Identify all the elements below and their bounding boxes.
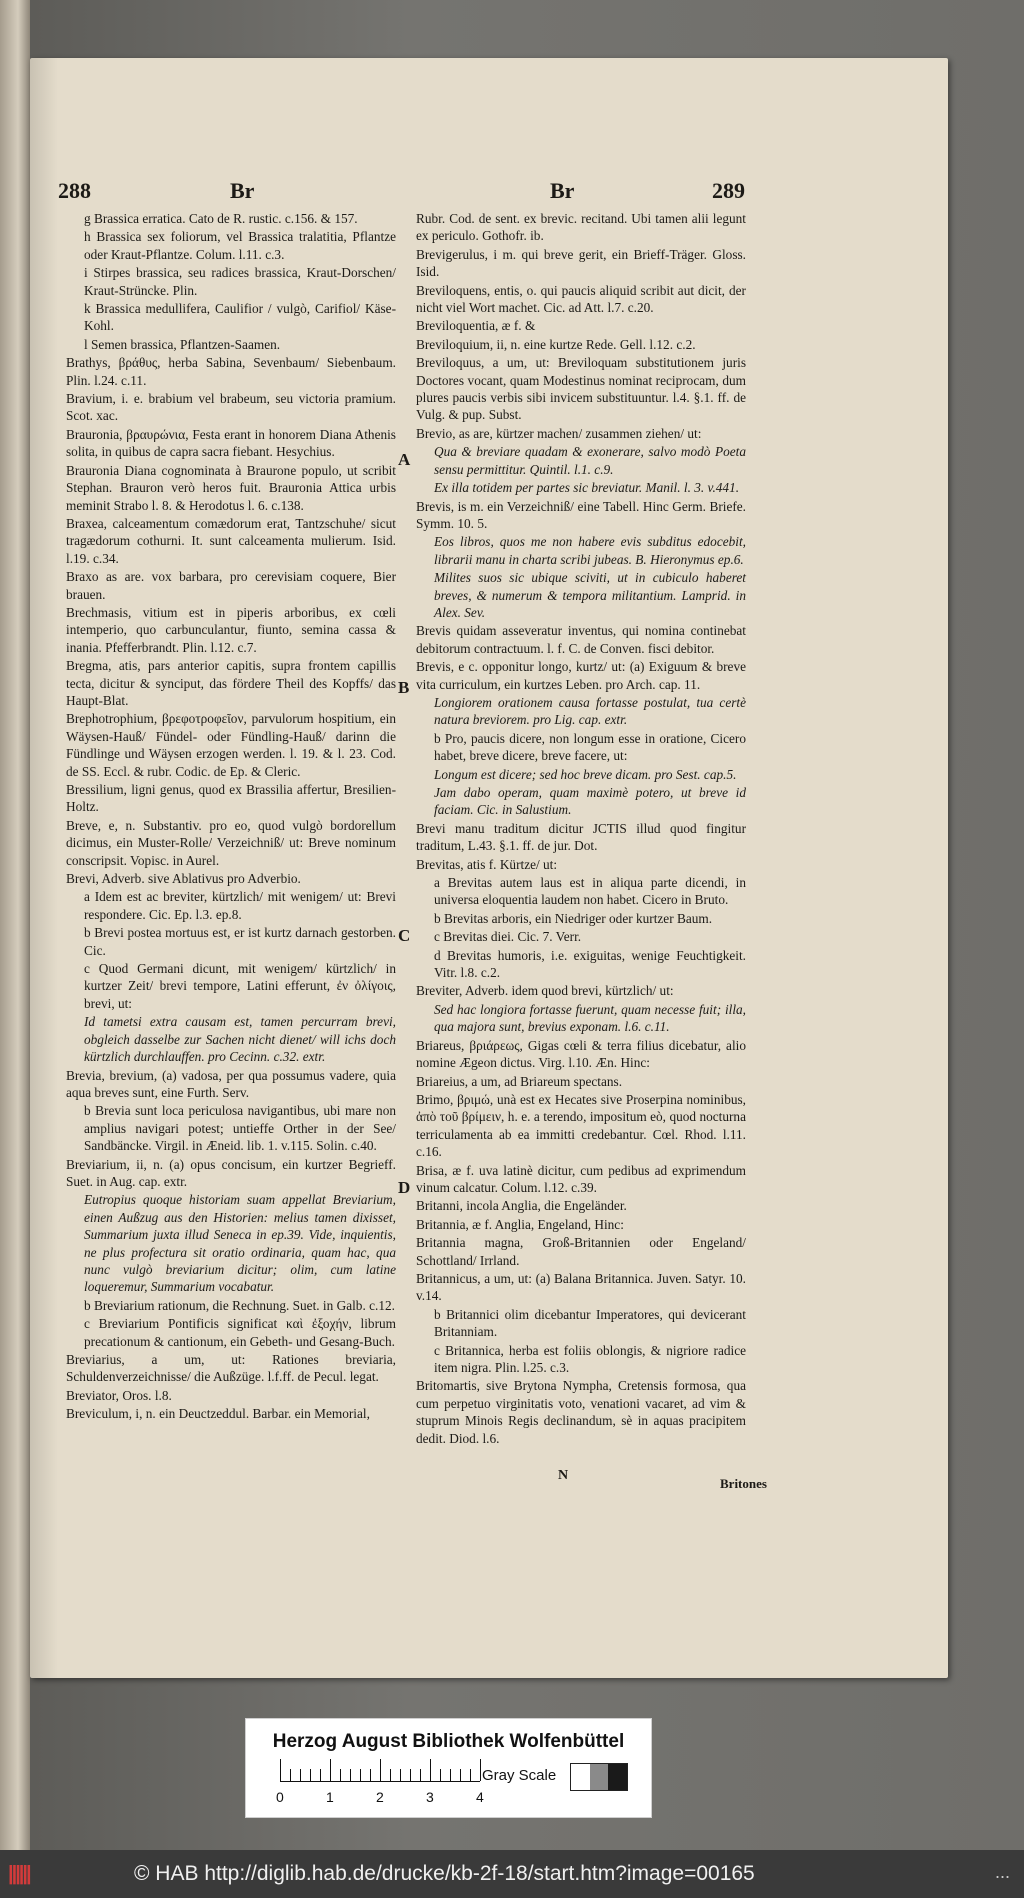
- dictionary-entry: Breviarius, a um, ut: Rationes breviaria, Schuldenverzeichnisse/ die Außzüge. l.f.ff. de Pecul. legat.: [66, 1352, 396, 1385]
- dictionary-entry: b Brevia sunt loca periculosa navigantibus, ubi mare non amplius navigari potest; untieffe Orther in der See/ Sandbäncke. Virgil. in Æneid. lib. 1. v.115. Solin. c.40.: [84, 1103, 396, 1154]
- section-marker: B: [398, 678, 410, 697]
- ruler-tick: [350, 1769, 351, 1781]
- ruler-tick: [340, 1769, 341, 1781]
- dictionary-entry: c Quod Germani dicunt, mit wenigem/ kürtzlich/ in kurtzer Zeit/ brevi tempore, Latini efferunt, ἐν ὀλίγοις, brevi, ut:: [84, 961, 396, 1011]
- dictionary-entry: Briareus, βριάρεως, Gigas cœli & terra filius dicebatur, alio nomine Ægeon dictus. Virg. l.10. Æn. Hinc:: [416, 1037, 746, 1071]
- library-name: Herzog August Bibliothek Wolfenbüttel: [272, 1731, 625, 1752]
- dictionary-entry: Breviter, Adverb. idem quod brevi, kürtzlich/ ut:: [416, 983, 674, 999]
- viewer-footer: [0, 1850, 1024, 1898]
- dictionary-entry: c Britannica, herba est foliis oblongis, & nigriore radice item nigra. Plin. l.25. c.3.: [434, 1342, 746, 1375]
- dictionary-entry: b Breviarium rationum, die Rechnung. Suet. in Galb. c.12.: [84, 1297, 395, 1313]
- dictionary-entry: Sed hac longiora fortasse fuerunt, quam necesse fuit; illa, qua majora sunt, brevius exponam. l.6. c.11.: [434, 1001, 746, 1035]
- ruler-tick: [320, 1769, 321, 1781]
- ruler-number: 0: [276, 1789, 284, 1805]
- ruler-baseline: [280, 1781, 480, 1782]
- dictionary-entry: Breviculum, i, n. ein Deuctzeddul. Barbar. ein Memorial,: [66, 1406, 370, 1422]
- dictionary-entry: a Idem est ac breviter, kürtzlich/ mit wenigem/ ut: Brevi respondere. Cic. Ep. l.3. ep.8.: [84, 889, 396, 922]
- dictionary-entry: Brephotrophium, βρεφοτροφεῖον, parvulorum hospitium, ein Wäysen-Hauß/ Fündel- oder Fündling-Hauß/ darinn die Fündlinge und Wäysen erzogen werden. l. 19. & l. 23. Cod. de SS. Eccl. & rubr. Codic. de Ep. & Cleric.: [66, 711, 396, 779]
- swatch-gray: [590, 1764, 609, 1790]
- dictionary-entry: Brevis quidam asseveratur inventus, qui nomina continebat debitorum contractuum. l. f. C. de Conven. fisci debitor.: [416, 623, 746, 656]
- ruler-tick: [330, 1759, 331, 1781]
- ruler-tick: [300, 1769, 301, 1781]
- dictionary-entry: Brevigerulus, i m. qui breve gerit, ein Brieff-Träger. Gloss. Isid.: [416, 246, 746, 280]
- ruler-tick: [360, 1769, 361, 1781]
- dictionary-entry: Rubr. Cod. de sent. ex brevic. recitand. Ubi tamen alii legunt ex periculo. Gothofr. ib.: [416, 211, 746, 244]
- dictionary-entry: Brevi, Adverb. sive Ablativus pro Adverbio.: [66, 871, 301, 887]
- dictionary-entry: Brathys, βράθυς, herba Sabina, Sevenbaum/ Siebenbaum. Plin. l.24. c.11.: [66, 355, 396, 388]
- left-page-number: 288: [58, 178, 91, 203]
- ruler-number: 2: [376, 1789, 384, 1805]
- dictionary-entry: c Breviarium Pontificis significat καὶ ἐξοχήν, librum precationum & cantionum, ein Gebeth- und Gesang-Buch.: [84, 1316, 396, 1349]
- dictionary-entry: Britomartis, sive Brytona Nympha, Cretensis formosa, qua cum perpetuo virginitatis voto, venationi vacaret, ad vim & stuprum Minois Regis declinandum, sè in aquas pracipitem dedit. Diod. l.6.: [416, 1378, 746, 1446]
- ruler-number: 4: [476, 1789, 484, 1805]
- dictionary-entry: Britannia, æ f. Anglia, Engeland, Hinc:: [416, 1216, 624, 1232]
- copyright-url[interactable]: © HAB http://diglib.hab.de/drucke/kb-2f-18/start.htm?image=00165: [134, 1862, 755, 1885]
- ruler-tick: [290, 1769, 291, 1781]
- dictionary-entry: Milites suos sic ubique sciviti, ut in cubiculo haberet breves, & numerum & tempora militantium. Lamprid. in Alex. Sev.: [434, 570, 746, 620]
- ruler-tick: [450, 1769, 451, 1781]
- dictionary-entry: b Brevitas arboris, ein Niedriger oder kurtzer Baum.: [434, 910, 713, 926]
- dictionary-entry: Britanni, incola Anglia, die Engeländer.: [416, 1198, 627, 1214]
- dictionary-entry: Breviloquium, ii, n. eine kurtze Rede. Gell. l.12. c.2.: [416, 336, 696, 352]
- ruler-tick: [470, 1769, 471, 1781]
- dictionary-entry: Breve, e, n. Substantiv. pro eo, quod vulgò bordorellum dicimus, ein Muster-Rolle/ Verzeichniß/ ut: Breve nominum conscripsit. Vopisc. in Aurel.: [66, 817, 396, 868]
- dictionary-entry: a Brevitas autem laus est in aliqua parte dicendi, in universa eloquentia laudem non habet. Cicero in Bruto.: [434, 875, 746, 908]
- gray-scale-label: Gray Scale: [482, 1767, 557, 1784]
- ruler-tick: [460, 1769, 461, 1781]
- dictionary-entry: l Semen brassica, Pflantzen-Saamen.: [84, 336, 281, 352]
- dictionary-entry: Britannicus, a um, ut: (a) Balana Britannica. Juven. Satyr. 10. v.14.: [416, 1270, 746, 1304]
- ruler-tick: [440, 1769, 441, 1781]
- ruler-tick: [410, 1769, 411, 1781]
- left-column: [66, 210, 396, 1424]
- section-marker: D: [398, 1178, 411, 1197]
- ruler-number: 3: [426, 1789, 434, 1805]
- dictionary-entry: h Brassica sex foliorum, vel Brassica tralatitia, Pflantze oder Kraut-Pflantze. Colum. l.11. c.3.: [84, 229, 396, 262]
- ruler-tick: [430, 1759, 431, 1781]
- dictionary-entry: Brechmasis, vitium est in piperis arboribus, ex cœli intemperio, quo carbunculantur, fiunto, semina cassa & inania. Pfefferbrandt. Plin. l.12. c.7.: [66, 604, 396, 655]
- dictionary-entry: Brauronia Diana cognominata à Braurone populo, ut scribit Stephan. Brauron verò heros fuit. Brauronia Attica urbis meminit Strabo l. 8. & Herodotus l. 6. c.138.: [66, 462, 396, 513]
- dictionary-entry: Bregma, atis, pars anterior capitis, supra frontem capillis tecta, dicitur & synciput, das fördere Theil des Kopffs/ das Haupt-Blat.: [66, 658, 396, 708]
- dictionary-entry: Brevia, brevium, (a) vadosa, per qua possumus vadere, quia aqua breves sunt, eine Furth. Serv.: [66, 1067, 396, 1100]
- left-running-head: Br: [230, 178, 255, 203]
- dictionary-entry: Britannia magna, Groß-Britannien oder Engeland/ Schottland/ Irrland.: [416, 1235, 746, 1268]
- dictionary-entry: Brevio, as are, kürtzer machen/ zusammen ziehen/ ut:: [416, 425, 702, 441]
- dictionary-entry: Qua & breviare quadam & exonerare, salvo modò Poeta sensu permittitur. Quintil. l.1. c.9.: [434, 444, 746, 477]
- dictionary-entry: Braxo as are. vox barbara, pro cerevisiam coquere, Bier brauen.: [66, 569, 396, 602]
- ruler-tick: [420, 1769, 421, 1781]
- dictionary-entry: Bressilium, ligni genus, quod ex Brassilia affertur, Bresilien-Holtz.: [66, 782, 396, 815]
- right-page-number: 289: [712, 178, 745, 203]
- dictionary-entry: Ex illa totidem per partes sic breviatur. Manil. l. 3. v.441.: [434, 480, 740, 496]
- dictionary-entry: Jam dabo operam, quam maximè potero, ut breve id faciam. Cic. in Salustium.: [434, 785, 746, 818]
- signature-mark: N: [558, 1468, 569, 1483]
- dictionary-entry: d Brevitas humoris, i.e. exiguitas, wenige Feuchtigkeit. Vitr. l.8. c.2.: [434, 947, 746, 981]
- book-edge: [0, 0, 30, 1850]
- dictionary-entry: Breviarium, ii, n. (a) opus concisum, ein kurtzer Begrieff. Suet. in Aug. cap. extr.: [66, 1156, 396, 1189]
- ruler-tick: [310, 1769, 311, 1781]
- dictionary-entry: b Britannici olim dicebantur Imperatores, qui devicerant Britanniam.: [434, 1306, 746, 1340]
- hab-logo-icon: ||||||: [8, 1863, 30, 1885]
- dictionary-entry: Bravium, i. e. brabium vel brabeum, seu victoria pramium. Scot. xac.: [66, 391, 396, 424]
- ruler-tick: [380, 1759, 381, 1781]
- dictionary-entry: Brevis, e c. opponitur longo, kurtz/ ut: (a) Exiguum & breve vita curriculum, ein kurtzes Leben. pro Arch. cap. 11.: [416, 659, 746, 692]
- dictionary-entry: Brevi manu traditum dicitur JCTIS illud quod fingitur traditum, L.43. §.1. ff. de jur. Dot.: [416, 820, 746, 854]
- dictionary-entry: Breviloquens, entis, o. qui paucis aliquid scribit aut dicit, der nicht viel Wort machet. Cic. ad Att. l.7. c.20.: [416, 282, 746, 316]
- dictionary-entry: Brevitas, atis f. Kürtze/ ut:: [416, 856, 558, 872]
- dictionary-entry: i Stirpes brassica, seu radices brassica, Kraut-Dorschen/ Kraut-Strüncke. Plin.: [84, 265, 396, 298]
- dictionary-entry: k Brassica medullifera, Caulifior / vulgò, Carifiol/ Käse-Kohl.: [84, 301, 396, 334]
- swatch-white: [571, 1764, 590, 1790]
- more-options-icon[interactable]: ...: [994, 1862, 1010, 1882]
- gray-scale-swatches: [570, 1763, 628, 1791]
- section-marker: C: [398, 926, 411, 945]
- dictionary-entry: b Pro, paucis dicere, non longum esse in oratione, Cicero habet, breve dicere, breve facere, ut:: [434, 730, 746, 764]
- dictionary-entry: g Brassica erratica. Cato de R. rustic. c.156. & 157.: [84, 211, 358, 226]
- ruler-tick: [370, 1769, 371, 1781]
- book-page: [30, 58, 948, 1678]
- dictionary-entry: Longum est dicere; sed hoc breve dicam. pro Sest. cap.5.: [434, 766, 737, 782]
- dictionary-entry: Longiorem orationem causa fortasse postulat, tua certè natura breviorem. pro Lig. cap. extr.: [434, 694, 746, 728]
- dictionary-entry: Id tametsi extra causam est, tamen percurram brevi, obgleich dasselbe zur Sachen nicht dienet/ will ichs doch kürtzlich durchlauffen. pro Cecinn. c.32. extr.: [84, 1014, 396, 1065]
- dictionary-entry: Brauronia, βραυρώνια, Festa erant in honorem Diana Athenis solita, in quibus de capra sacra fiebant. Hesychius.: [66, 426, 396, 460]
- dictionary-entry: Brimo, βριμώ, unà est ex Hecates sive Proserpina nominibus, ἀπὸ τοῦ βρίμειν, h. e. a terendo, impositum eò, quod nocturna terriculamenta ab ea immitti credebantur. Cœl. Rhod. l.11. c.16.: [416, 1091, 746, 1160]
- dictionary-entry: Briareius, a um, ad Briareum spectans.: [416, 1073, 623, 1089]
- catchword: Britones: [720, 1476, 767, 1491]
- dictionary-entry: Brevis, is m. ein Verzeichniß/ eine Tabell. Hinc Germ. Briefe. Symm. 10. 5.: [416, 498, 746, 531]
- library-color-card: [245, 1718, 652, 1818]
- swatch-black: [608, 1764, 627, 1790]
- dictionary-entry: Eutropius quoque historiam suam appellat Breviarium, einen Außzug aus den Historien: melius tamen dixisset, Summarium juxta illud Seneca in ep.39. Vide, inquientis, ne plus profectura sit oratio ordinaria, quam hac, qua nunc vulgò breviarium dicitur; olim, cum latine loqueremur, Summarium vocabatur.: [84, 1192, 396, 1295]
- ruler-tick: [280, 1759, 281, 1781]
- dictionary-entry: b Brevi postea mortuus est, er ist kurtz darnach gestorben. Cic.: [84, 925, 396, 958]
- dictionary-entry: Breviloquentia, æ f. &: [416, 318, 536, 334]
- ruler-tick: [390, 1769, 391, 1781]
- right-column: [416, 210, 746, 1448]
- ruler-tick: [480, 1759, 481, 1781]
- dictionary-entry: Brisa, æ f. uva latinè dicitur, cum pedibus ad exprimendum vinum calcatur. Colum. l.12. c.39.: [416, 1162, 746, 1195]
- dictionary-entry: Braxea, calceamentum comædorum erat, Tantzschuhe/ sicut tragædorum cothurni. It. sunt calceamenta mulierum. Isid. l.19. c.34.: [66, 515, 396, 566]
- dictionary-entry: Breviator, Oros. l.8.: [66, 1387, 172, 1403]
- right-running-head: Br: [550, 178, 575, 203]
- dictionary-entry: Eos libros, quos me non habere evis subditus edocebit, librarii manu in charta scribi jubeas. B. Hieronymus ep.6.: [434, 534, 746, 567]
- ruler-tick: [400, 1769, 401, 1781]
- dictionary-entry: Breviloquus, a um, ut: Breviloquam substitutionem juris Doctores vocant, quam Modestinus nominat reciprocam, dum plures paucis verbis sibi invicem substituuntur. l.4. §.1. ff. de Vulg. & pup. Subst.: [416, 355, 746, 423]
- section-marker: A: [398, 450, 411, 469]
- ruler-number: 1: [326, 1789, 334, 1805]
- dictionary-entry: c Brevitas diei. Cic. 7. Verr.: [434, 929, 582, 945]
